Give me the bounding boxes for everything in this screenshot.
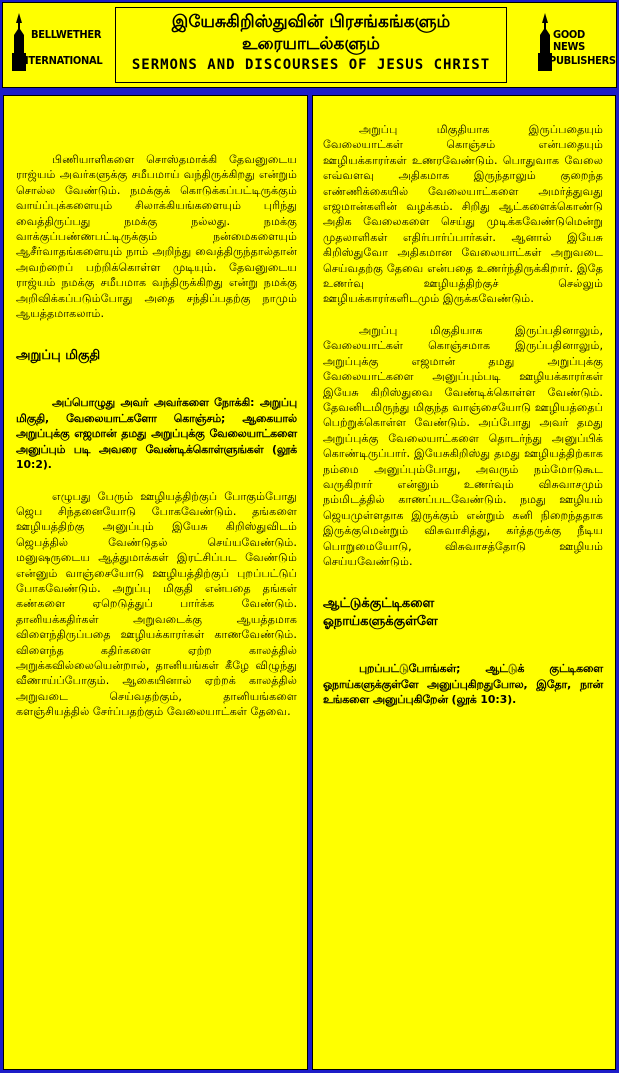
title-tamil-line2: உரையாடல்களும்: [242, 34, 380, 54]
left-column: [3, 95, 308, 1070]
section-heading-lambs-line2: ஓநாய்களுக்குள்ளே: [323, 614, 438, 630]
scripture-quote-luke-10-2: அப்பொழுது அவர் அவர்களை நோக்கி: அறுப்பு மிகுதி, வேலையாட்களோ கொஞ்சம்; ஆகையால் அறுப்புக்கு எஜமான் தமது அறுப்புக்கு வேலையாட்களை அனுப்பும் படி அவரை வேண்டிக்கொள்ளுங்கள் (லூக் 10:2).: [16, 396, 297, 472]
publisher-left-line1: BELLWETHER: [31, 28, 102, 41]
publisher-right-line1: GOOD NEWS: [553, 28, 585, 53]
good-news-logo: [533, 11, 615, 73]
scripture-quote-luke-10-3: புறப்பட்டுபோங்கள்; ஆட்டுக் குட்டிகளை ஓநாய்களுக்குள்ளே அனுப்புகிறதுபோல, இதோ, நான் உங்களை அனுப்புகிறேன் (லூக் 10:3).: [323, 662, 603, 707]
section-heading-lambs-line1: ஆட்டுக்குட்டிகளை: [323, 596, 435, 612]
section-heading-harvest: அறுப்பு மிகுதி: [16, 348, 101, 364]
title-english: SERMONS AND DISCOURSES OF JESUS CHRIST: [131, 57, 491, 73]
left-paragraph-2: எழுபது பேரும் ஊழியத்திற்குப் போகும்போது ஜெப சிந்தனையோடு போகவேண்டும். தங்களை ஊழியத்திற்கு அனுப்பும் இயேசு கிறிஸ்துவிடம் ஜெபத்தில் வேண்டுதல் செய்யவேண்டும். மனுஷருடைய ஆத்துமாக்கள் இரட்சிப்பட வேண்டும் என்னும் வாஞ்சையோடு ஊழியத்திற்குப் புறப்பட்டுப் போகவேண்டும். அறுப்பு மிகுதி என்பதை தங்கள் கண்களை ஏறெடுத்துப் பார்க்க வேண்டும். தானியக்கதிர்கள் அறுவடைக்கு ஆயத்தமாக விளைந்திருப்பதை ஊழியக்காரர்கள் காணவேண்டும். விளைந்த கதிர்களை ஏற்ற காலத்தில் அறுக்கவில்லையென்றால், தானியங்கள் கீழே விழுந்து வீணாய்ப்போகும். ஆகையினால் ஏற்றக் காலத்தில் அறுவடை செய்வதற்கும், தானியங்களை களஞ்சியத்தில் சேர்ப்பதற்கும் வேலையாட்கள் தேவை.: [16, 489, 297, 719]
right-column: [312, 95, 616, 1070]
title-tamil-line1: இயேசுகிறிஸ்துவின் பிரசங்கங்களும்: [171, 12, 451, 32]
right-paragraph-1: அறுப்பு மிகுதியாக இருப்பதையும் வேலையாட்கள் கொஞ்சம் என்பதையும் ஊழியக்காரர்கள் உணரவேண்டும். பொதுவாக வேலை எவ்வளவு அதிகமாக இருந்தாலும் குறைந்த எண்ணிக்கையில் வேலையாட்களை அமர்த்துவது எஜமான்களின் வழக்கம். சிறிது ஆட்களைக்கொண்டு அதிக வேலைகளை செய்து முடிக்கவேண்டுமென்று முதலாளிகள் எதிர்பார்ப்பார்கள். ஆனால் இயேசு கிறிஸ்துவோ அதிகமான வேலையாட்கள் அறுவடை செய்வதற்கு தேவை என்பதை உணர்ந்திருக்கிறார். இதே உணர்வு ஊழியத்திற்குச் செல்லும் ஊழியக்காரர்களிடமும் இருக்கவேண்டும்.: [323, 123, 603, 306]
bellwether-logo: [7, 11, 103, 73]
right-paragraph-2: அறுப்பு மிகுதியாக இருப்பதினாலும், வேலையாட்கள் கொஞ்சமாக இருப்பதினாலும், அறுப்புக்கு எஜமான் தமது அறுப்புக்கு வேலையாட்களை அனுப்பும்படி ஊழியக்காரர்கள் இயேசு கிறிஸ்துவை வேண்டிக்கொள்ள வேண்டும். தேவனிடமிருந்து மிகுந்த வாஞ்சையோடு ஊழியத்தைப் பெற்றுக்கொள்ள வேண்டும். அப்போது அவர் தமது அறுப்புக்கு வேலையாட்களை தொடர்ந்து அனுப்பிக் கொண்டிருப்பார். இயேசுகிறிஸ்து தமது ஊழியத்திற்காக நம்மை அனுப்பும்போது, அவரும் நம்மோடுகூட வருகிறார் என்னும் உணர்வும் விசுவாசமும் நம்மிடத்தில் காணப்படவேண்டும். நமது ஊழியம் ஜெயமுள்ளதாக இருக்கும் என்றும் கனி நிறைந்ததாக இருக்குமென்றும் விசுவாசித்து, கர்த்தருக்கு நீடிய பொறுமையோடு, விசுவாசத்தோடு ஊழியம் செய்யவேண்டும்.: [323, 323, 603, 568]
left-paragraph-1: பிணியாளிகளை சொஸ்தமாக்கி தேவனுடைய ராஜ்யம் அவர்களுக்கு சமீபமாய் வந்திருக்கிறது என்றும் சொல்ல வேண்டும். நமக்குக் கொடுக்கப்பட்டிருக்கும் வாய்ப்புக்களையும் சிலாக்கியங்களையும் புரிந்து வைத்திருப்பது நமக்கு நல்லது. நமக்கு வாக்குப்பண்ணபட்டிருக்கும் நன்மைகளையும் ஆசீர்வாதங்களையும் நாம் அறிந்து வைத்திருந்தால்தான் அவற்றைப் பற்றிக்கொள்ள முடியும். தேவனுடைய ராஜ்யம் நமக்கு சமீபமாக வந்திருக்கிறது என்று நமக்கு அறிவிக்கப்படும்போது அதை சந்திப்பதற்கு நாமும் ஆயத்தமாகலாம்.: [16, 153, 297, 321]
publisher-right-line2: PUBLISHERS: [549, 54, 616, 67]
title-box: [115, 7, 507, 83]
page-header: [2, 2, 617, 88]
publisher-left-line2: INTERNATIONAL: [17, 54, 103, 67]
